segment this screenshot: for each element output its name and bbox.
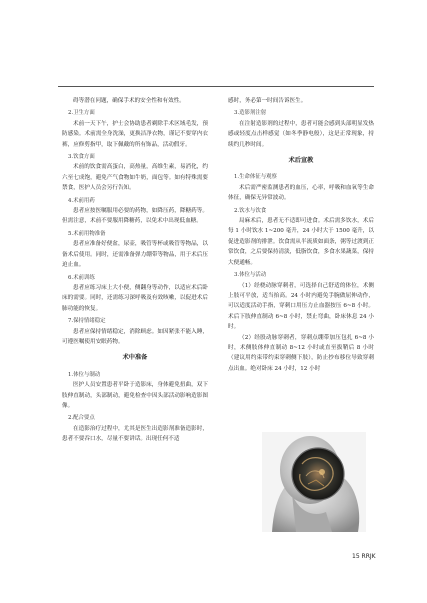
subheading: 2.饮水与饮食	[234, 207, 267, 214]
subheading: 3.饮食方面	[68, 154, 95, 161]
header-rule	[58, 86, 374, 87]
paragraph: 医护人员安置患者平卧于造影床，身体避免扭曲，双下肢伸直制动，头部制动，避免检查中因头部活动影响造影图像。	[62, 382, 208, 409]
paragraph: 术前一天下午，护士会协助患者剃除手术区域毛发，预防感染。术前需全身洗澡，更换洁净衣物，谨记不要穿内衣裤，应修剪指甲，取下佩戴的所有饰品，活动假牙。	[62, 120, 208, 148]
subheading: 5.术前用物准备	[68, 230, 106, 237]
subheading: 4.术前用药	[68, 197, 95, 204]
subheading: 3.体位与活动	[234, 272, 267, 279]
paragraph: 感时，务必第一时间告诉医生。	[228, 98, 307, 104]
paragraph: （1）经桡动脉穿刺者，可选择自己舒适的体位，术侧上肢可平放，适当抬高。24 小时内避免手腕做屈伸动作，可以适度活动手指，穿刺口用压力止血器按压 6~8 小时。术后下肢伸直制动 6~8 小时，禁止弯曲，卧床休息 24 小时。	[228, 282, 374, 331]
page-folio: 15 RRJK	[352, 553, 376, 560]
paragraph: 在造影治疗过程中，尤其是医生出造影剂准备造影时，患者不要吞口水，尽量不要讲话。出现任何不适	[62, 425, 208, 443]
head-scan-illustration	[262, 432, 366, 532]
subheading: 7.保持情绪稳定	[68, 318, 106, 325]
paragraph: 患者应准备好便盆，尿壶，吸管等杯或吸管等物品，以备术后使用。同时，还需准备弹力绷带等物品，用于术后压迫止血。	[62, 241, 208, 269]
paragraph: （2）经股动脉穿刺者，穿刺点绷带加压包扎 6~8 小时，术侧肢体伸直制动 8~12 小时或直至拔鞘后 8 小时（建议用约束带约束穿刺侧下肢），防止抄布移位导致穿刺点出血。绝对卧床 24 小时，12 小时	[228, 334, 374, 372]
paragraph: 碍等潜在问题，确保手术的安全性和有效性。	[73, 98, 185, 104]
left-column	[62, 96, 208, 445]
paragraph: 在注射造影剂的过程中，患者可能会感到头部明显发热感或轻度点击样感觉（如冬季静电般），这是正常现象，持续约几秒时间。	[228, 120, 374, 148]
section-heading: 术中准备	[122, 354, 148, 362]
subheading: 3.造影剂注射	[234, 110, 267, 117]
section-heading: 术后宣教	[288, 157, 314, 165]
subheading: 1.体位与制动	[68, 371, 101, 378]
paragraph: 术后需严密监测患者的血压，心率，呼吸和血氧等生命体征，确保无异常波动。	[228, 184, 374, 202]
paragraph: 患者应保持情绪稳定，消除顾虑。如因紧张不能入睡，可遵医嘱使用安眠药物。	[62, 328, 208, 345]
subheading: 6.术前训练	[68, 274, 95, 281]
paragraph: 局麻术后，患者无不适即可进食。术后需多饮水，术后每 1 小时饮水 1~200 毫升，24 小时大于 1500 毫升，以促进造影剂的排泄。饮食需从半流质如面条，粥等过渡到正常饮食，之后要保持清淡，低脂饮食，多食水果蔬菜，保持大便通畅。	[228, 218, 374, 266]
paragraph: 术前的饮食需高蛋白，高热量，高维生素，易消化，约六至七成饱，避免产气食物如牛奶，面包等。如有特殊需要禁食，医护人员会另行告知。	[62, 164, 208, 192]
subheading: 1.生命体征与观察	[234, 174, 277, 181]
subheading: 2.配合要点	[68, 415, 95, 422]
paragraph: 患者应按医嘱服用必要的药物，如降压药，降糖药等。但需注意，术前不要服用降糖药，以免术中出现低血糖。	[62, 208, 208, 225]
subheading: 2.卫生方面	[68, 110, 95, 117]
right-column	[228, 96, 374, 374]
paragraph: 患者应练习床上大小便，侧翻身等动作，以适应术后卧床的需要。同时，还需练习深呼吸及有效咳嗽，以促进术后肺功能的恢复。	[62, 284, 208, 312]
